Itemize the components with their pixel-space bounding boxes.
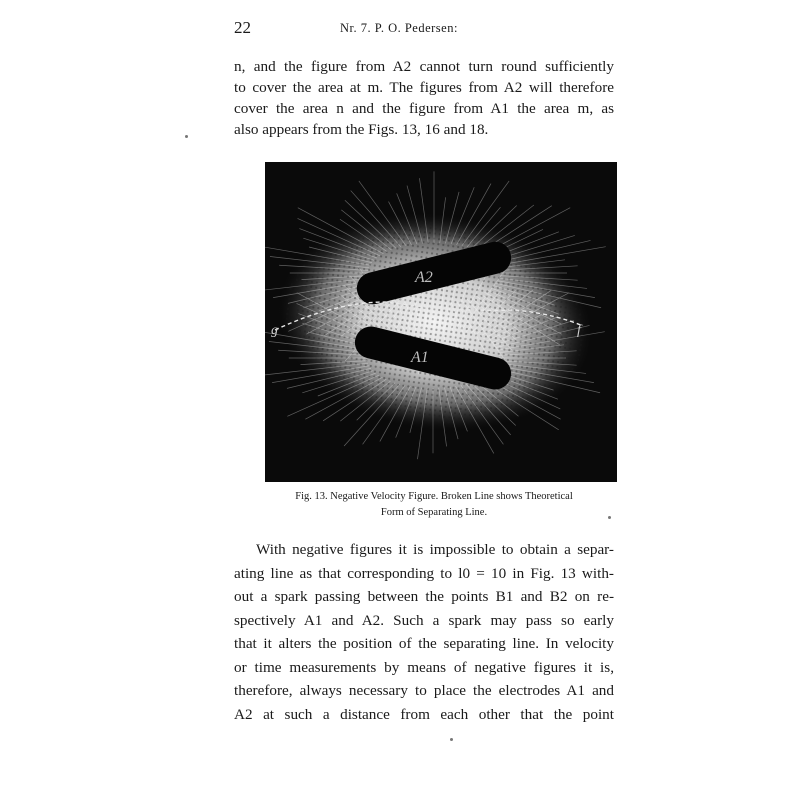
text-line: spectively A1 and A2. Such a spark may pass so early: [234, 611, 614, 629]
figure-caption-line-1: Fig. 13. Negative Velocity Figure. Broken Line shows Theoretical: [295, 491, 573, 502]
label-f: f: [577, 323, 581, 338]
text-line: A2 at such a distance from each other that the point: [234, 705, 614, 723]
text-line: to cover the area at m. The figures from A2 will therefore: [234, 79, 614, 96]
text-line: out a spark passing between the points B1 and B2 on re-: [234, 588, 614, 605]
text-line: n, and the figure from A2 cannot turn round sufficiently: [234, 58, 614, 75]
text-line: With negative figures it is impossible to obtain a separ-: [256, 541, 614, 558]
text-line: also appears from the Figs. 13, 16 and 18.: [234, 121, 489, 138]
text-line: ating line as that corresponding to l0 = 10 in Fig. 13 with-: [234, 564, 614, 582]
text-line: therefore, always necessary to place the electrodes A1 and: [234, 682, 614, 699]
velocity-figure-image: [265, 162, 617, 482]
scan-speck: [608, 516, 611, 519]
label-a2: A2: [415, 269, 433, 286]
running-head: Nr. 7. P. O. Pedersen:: [340, 21, 458, 35]
page-number: 22: [234, 18, 251, 37]
label-a1: A1: [411, 349, 429, 366]
figure-caption-line-2: Form of Separating Line.: [380, 507, 488, 518]
paragraph-2: [234, 538, 614, 726]
figure-13-photograph: [265, 162, 617, 482]
text-line: that it alters the position of the separating line. In velocity: [234, 635, 614, 652]
scan-speck: [185, 135, 188, 138]
paragraph-1: [234, 56, 614, 140]
text-line: or time measurements by means of negative figures it is,: [234, 658, 614, 676]
label-g: g: [271, 323, 278, 338]
text-line: cover the area n and the figure from A1 the area m, as: [234, 100, 614, 117]
scan-speck: [450, 738, 453, 741]
